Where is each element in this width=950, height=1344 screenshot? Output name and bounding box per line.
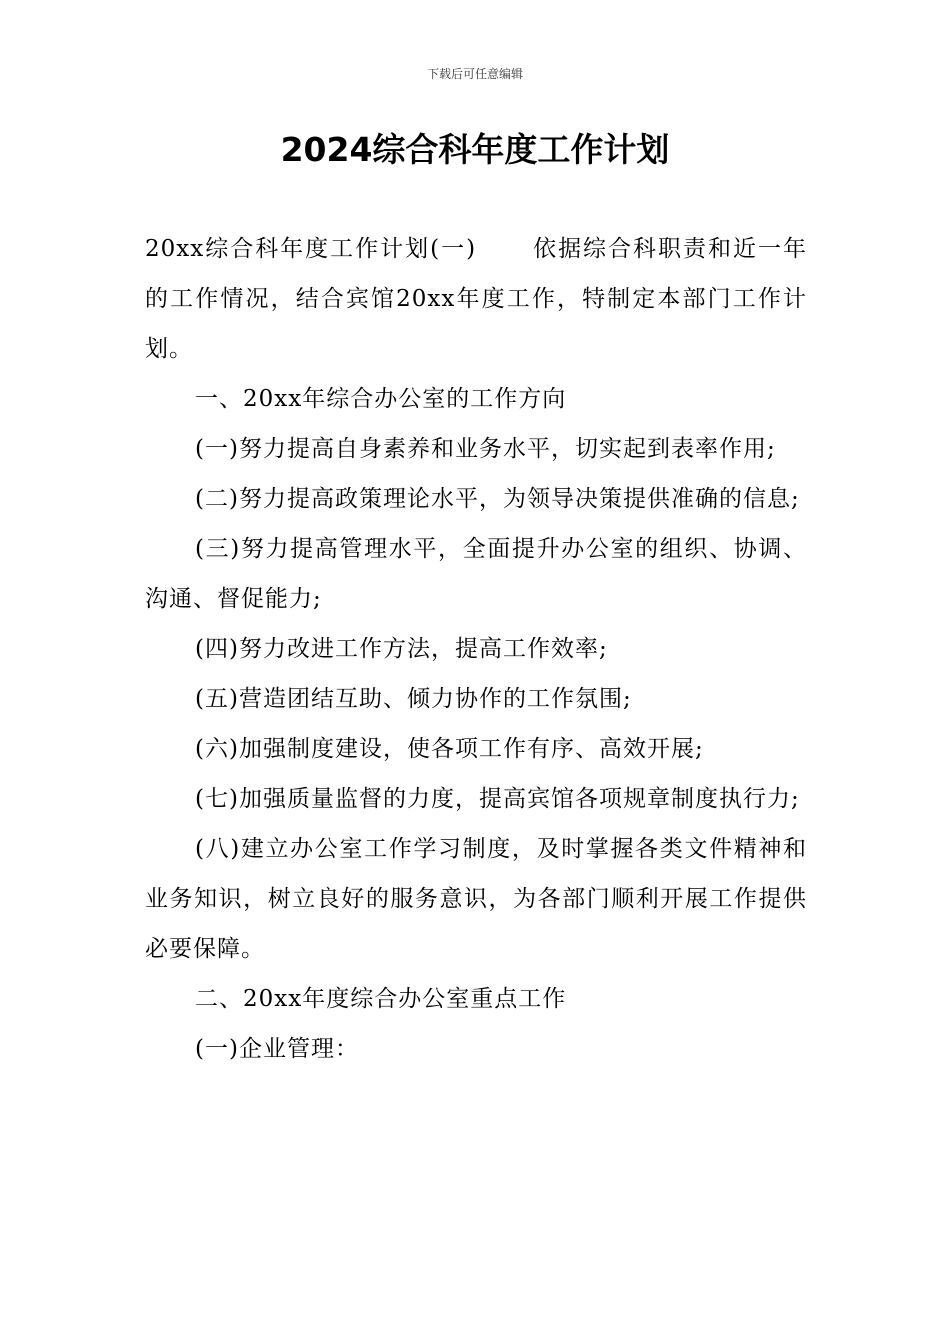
section1-item-6: (六)加强制度建设，使各项工作有序、高效开展;	[195, 736, 704, 762]
section1-item-2: (二)努力提高政策理论水平，为领导决策提供准确的信息;	[195, 486, 800, 512]
section1-item-7: (七)加强质量监督的力度，提高宾馆各项规章制度执行力;	[195, 786, 800, 812]
section1-item-3: (三)努力提高管理水平，全面提升办公室的组织、协调、沟通、督促能力;	[145, 536, 807, 612]
section1-heading: 一、20xx年综合办公室的工作方向	[195, 386, 567, 412]
section1-item-4: (四)努力改进工作方法，提高工作效率;	[195, 636, 608, 662]
section2-item-1: (一)企业管理：	[195, 1036, 359, 1062]
intro-text: 依据综合科职责和近一年的工作情况，结合宾馆20xx年度工作，特制定本部门工作计划。	[145, 236, 808, 362]
intro-paragraph	[145, 224, 807, 374]
document-body	[145, 224, 807, 1074]
section1-item-8: (八)建立办公室工作学习制度，及时掌握各类文件精神和业务知识，树立良好的服务意识，为各部门顺利开展工作提供必要保障。	[145, 836, 807, 962]
section1-item-1: (一)努力提高自身素养和业务水平，切实起到表率作用;	[195, 436, 776, 462]
intro-heading: 20xx综合科年度工作计划(一)	[145, 236, 477, 262]
section1-item-5: (五)营造团结互助、倾力协作的工作氛围;	[195, 686, 632, 712]
document-title: 2024综合科年度工作计划	[280, 130, 670, 169]
header-note: 下载后可任意编辑	[426, 67, 523, 81]
section2-heading: 二、20xx年度综合办公室重点工作	[195, 986, 567, 1012]
